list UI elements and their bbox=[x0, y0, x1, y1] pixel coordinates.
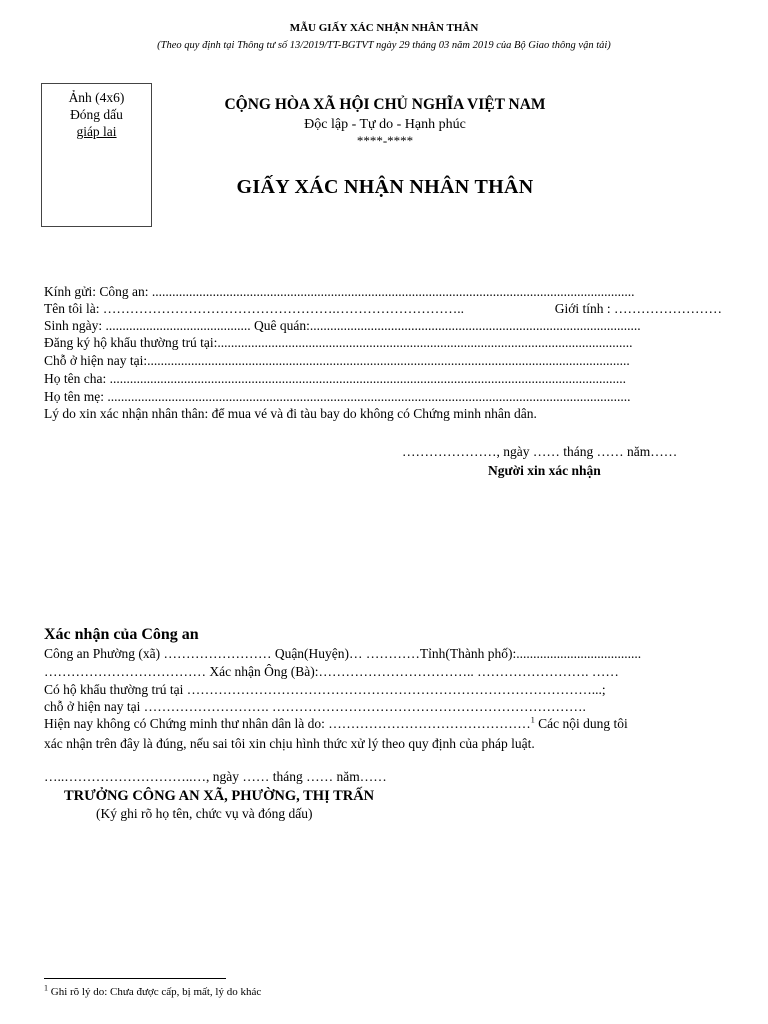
form-title: MẪU GIẤY XÁC NHẬN NHÂN THÂN bbox=[289, 22, 479, 34]
photo-size-label: Ảnh (4x6) bbox=[68, 90, 125, 105]
applicant-date-line[interactable]: …………………, ngày …… tháng …… năm…… bbox=[402, 444, 678, 459]
field-current-address[interactable]: Chỗ ở hiện nay tại:............................................................................................................................................... bbox=[44, 353, 630, 368]
field-mother-name[interactable]: Họ tên mẹ: ........................................................................................................................................................... bbox=[44, 389, 631, 404]
police-current-address-line[interactable]: chỗ ở hiện nay tại ………………………. ……………………………………………………………. bbox=[44, 699, 586, 714]
police-ward-line[interactable]: Công an Phường (xã) …………………… Quận(Huyện)… …………Tỉnh(Thành phố):..................................... bbox=[44, 646, 642, 661]
footnote-divider bbox=[44, 978, 226, 979]
police-date-line[interactable]: …..………………………..…, ngày …… tháng …… năm…… bbox=[44, 769, 387, 784]
police-statement-line: xác nhận trên đây là đúng, nếu sai tôi xin chịu hình thức xử lý theo quy định của pháp luật. bbox=[44, 736, 535, 751]
field-recipient[interactable]: Kính gửi: Công an: ............................................................................................................................................... bbox=[44, 284, 635, 299]
police-confirm-person-line[interactable]: ……………………………… Xác nhận Ông (Bà):…………………………….. ……………………. …… bbox=[44, 664, 619, 679]
motto-divider: ****-**** bbox=[356, 133, 414, 148]
photo-seal-label: giáp lai bbox=[76, 124, 117, 139]
form-legal-note: (Theo quy định tại Thông tư số 13/2019/TT-BGTVT ngày 29 tháng 03 năm 2019 của Bộ Giao thông vận tải) bbox=[157, 40, 611, 51]
no-id-reason-text: Hiện nay không có Chứng minh thư nhân dân là do: ……………………………………… bbox=[44, 716, 531, 731]
document-title: GIẤY XÁC NHẬN NHÂN THÂN bbox=[236, 176, 534, 198]
police-head-note: (Ký ghi rõ họ tên, chức vụ và đóng dấu) bbox=[96, 806, 313, 821]
field-full-name[interactable]: Tên tôi là: …………………………………………….……………………….. bbox=[44, 301, 464, 316]
footnote-text: Ghi rõ lý do: Chưa được cấp, bị mất, lý do khác bbox=[48, 986, 262, 998]
nation-name: CỘNG HÒA XÃ HỘI CHỦ NGHĨA VIỆT NAM bbox=[224, 96, 546, 113]
footnote-number: 1 bbox=[44, 983, 48, 993]
photo-stamp-label: Đóng dấu bbox=[70, 107, 123, 122]
field-registered-residence[interactable]: Đăng ký hộ khẩu thường trú tại:........................................................................................................................... bbox=[44, 335, 633, 350]
field-birth-hometown[interactable]: Sinh ngày: ........................................... Quê quán:.................................................................................................. bbox=[44, 318, 641, 333]
police-residence-line[interactable]: Có hộ khẩu thường trú tại ………………………………………………………………………………...; bbox=[44, 682, 606, 697]
nation-motto: Độc lập - Tự do - Hạnh phúc bbox=[304, 117, 466, 132]
field-gender[interactable]: Giới tính : …………………… bbox=[554, 301, 722, 316]
police-section-title: Xác nhận của Công an bbox=[44, 626, 199, 643]
police-head-title: TRƯỞNG CÔNG AN XÃ, PHƯỜNG, THỊ TRẤN bbox=[64, 788, 375, 804]
footnote-ref: 1 bbox=[530, 715, 535, 725]
police-no-id-line[interactable] bbox=[44, 716, 628, 732]
field-father-name[interactable]: Họ tên cha: ......................................................................................................................................................... bbox=[44, 371, 626, 386]
footnote bbox=[44, 983, 262, 998]
field-reason: Lý do xin xác nhận nhân thân: để mua vé và đi tàu bay do không có Chứng minh nhân dân. bbox=[44, 406, 537, 421]
photo-placeholder-box bbox=[41, 83, 152, 227]
statement-start-text: Các nội dung tôi bbox=[534, 716, 628, 731]
applicant-sign-label: Người xin xác nhận bbox=[488, 463, 601, 478]
